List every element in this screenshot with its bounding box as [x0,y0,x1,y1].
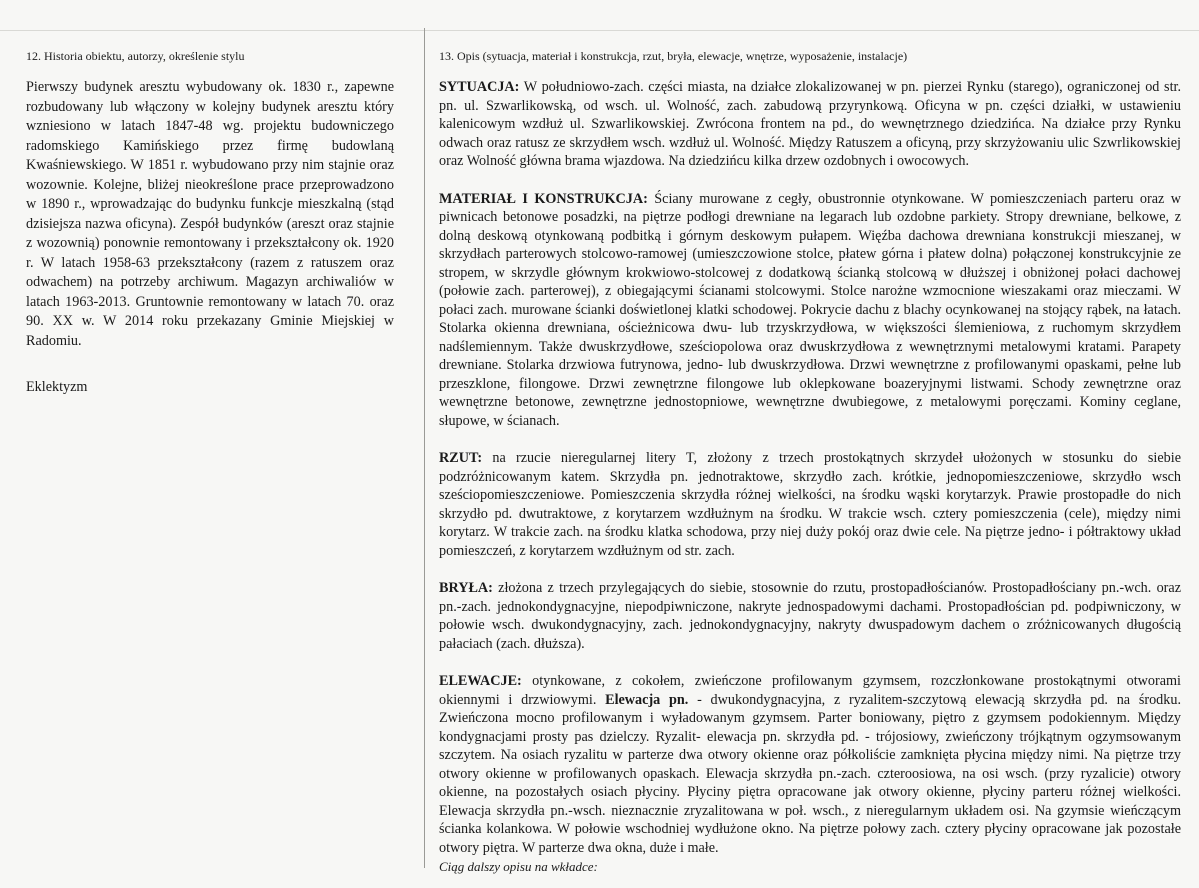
section-plan [439,449,1181,560]
section-situation [439,78,1181,171]
continuation-note: Ciąg dalszy opisu na wkładce: [439,859,598,874]
section-label: SYTUACJA: [439,79,520,95]
history-heading: 12. Historia obiektu, autorzy, określenie stylu [26,49,245,63]
description-heading: 13. Opis (sytuacja, materiał i konstrukcja, rzut, bryła, elewacje, wnętrze, wyposażenie, instalacje) [439,49,908,63]
north-elevation-label: Elewacja pn. [605,691,689,708]
history-column [26,48,394,410]
section-text: złożona z trzech przylegających do siebie, stosownie do rzutu, prostopadłościanów. Prostopadłościany pn.-wch. oraz pn.-zach. jednokondygnacyjne, niepodpiwniczone, nakryte jednospadowymi dachami. Prostopadłościan pd. podpiwniczony, w połowie wsch. dwukondygnacyjny, zach. jednokondygnacyjny, nakryty dwuspadowym dachem o zróżnicowanych długością pałaciach (zach. dłuższa). [439,580,1181,652]
section-label: BRYŁA: [439,580,493,596]
section-text: otynkowane, z cokołem, zwieńczone profilowanym gzymsem, rozczłonkowane prostokątnymi otworami okiennymi i drzwiowymi. [439,673,1181,708]
section-label: RZUT: [439,450,483,466]
column-divider [424,28,425,868]
section-text-continued: - dwukondygnacyjna, z ryzalitem-szczytową elewacją skrzydła pd. na środku. Zwieńczona mocno profilowanym i wyładowanym gzymsem. Parter boniowany, piętro z gzymsem podokiennym. Między kondygnacjami prosty pas dzielczy. Ryzalit- elewacja pn. skrzydła pd. - trójosiowy, zwieńczony trójkątnym ogzymsowanym szczytem. Na osiach ryzalitu w parterze dwa otwory okienne oraz półkoliście zamknięta płycina między nimi. Na piętrze trzy otwory okienne w profilowanych opaskach. Elewacja skrzydła pn.-zach. czteroosiowa, na osi wsch. (przy ryzalicie) otwory okienne, na pozostałych osiach płyciny. Płyciny piętra opracowane jak otwory okienne, płyciny parteru różnej wielkości. Elewacja skrzydła pn.-wsch. nieznacznie zryzalitowana w poł. wsch., z nieregularnym układem osi. Na gzymsie wieńczącym ścianka kolankowa. W połowie wschodniej wydłużone okno. Na piętrze połowy zach. cztery płyciny opracowane jak pozostałe otwory piętra. W parterze dwa okna, duże i małe. [439,691,1182,856]
section-label: ELEWACJE: [439,673,522,689]
section-text: Ściany murowane z cegły, obustronnie otynkowane. W pomieszczeniach parteru oraz w piwnicach betonowe posadzki, na piętrze podłogi drewniane na legarach lub ozdobne parkiety. Stropy drewniane, belkowe, z dolną deskową otynkowaną podbitką i górnym deskowym pułapem. Więźba dachowa drewniana konstrukcji mieszanej, w skrzydłach parterowych stolcowo-ramowej (umieszczowione stolce, płatew górna i płatew dolna) połączonej konstrukcyjnie ze stropem, w skrzydle głównym krokwiowo-stolcowej z dodatkową ścianką stolcową w dłuższej i obniżonej połaci dachowej (połowie zach. parterowej), z obiegającymi ścianami stolcowymi. Stolce narożne wzmocnione wieszakami oraz mieczami. W połaci zach. murowane ścianki doświetlonej klatki schodowej. Pokrycie dachu z blachy ocynkowanej na stojący rąbek, na łatach. Stolarka okienna drewniana, ościeżnicowa dwu- lub trzyskrzydłowa, w większości ślemieniowa, z ruchomym skrzydłem nadślemiennym. Także dwuskrzydłowe, sześciopolowa oraz dwuskrzydłowa z wewnętrznymi metalowymi kratami. Parapety drewniane. Stolarka drzwiowa futrynowa, jedno- lub dwuskrzydłowa. Drzwi wewnętrzne z profilowanymi opaskami, pełne lub przeszklone, filongowe. Drzwi zewnętrzne filongowe lub oklepkowane boazeryjnymi listwami. Schody zewnętrzne oraz wewnętrzne betonowe, zewnętrzne jednostopniowe, wewnętrzne dwubiegowe, z metalowymi poręczami. Kominy ceglane, słupowe, w ścianach. [439,190,1182,429]
description-column [439,48,1181,888]
history-text: Pierwszy budynek aresztu wybudowany ok. 1830 r., zapewne rozbudowany lub włączony w kolejny budynek aresztu który wzniesiono w latach 1847-48 wg. projektu budowniczego radomskiego Kamińskiego przez firmę budowlaną Kwaśniewskiego. W 1851 r. wybudowano przy nim stajnie oraz wozownie. Kolejne, bliżej nieokreślone prace przeprowadzono w 1890 r., wprowadzając do budynku funkcje mieszkalną (stąd dzisiejsza nazwa oficyna). Zespół budynków (areszt oraz stajnie z wozownią) ponownie remontowany i przekształcony ok. 1920 r. W latach 1958-63 przekształcony (razem z ratuszem oraz odwachem) na potrzeby archiwum. Magazyn archiwaliów w latach 1963-2013. Gruntownie remontowany w latach 70. oraz 90. XX w. W 2014 roku przekazany Gminie Miejskiej w Radomiu. [26,79,394,349]
section-text: W południowo-zach. części miasta, na działce zlokalizowanej w pn. pierzei Rynku (starego), ograniczonej od str. pn. ul. Szwarlikowską, od wsch. ul. Wolność, zach. zabudową przyrynkową. Oficyna w pn. części działki, w ustawieniu kalenicowym wzdłuż ul. Szwarlikowskiej. Zwrócona frontem na pd., do wewnętrznego dziedzińca. Na działce przy Rynku odwach oraz ratusz ze skrzydłem wsch. wzdłuż ul. Wolność. Między Ratuszem a oficyną, przy skrzyżowaniu ulic Szwrlikowskiej oraz Wolność główna brama wjazdowa. Na dziedzińcu kilka drzew ozdobnych i owocowych. [439,79,1181,169]
section-elevations [439,672,1181,857]
section-material [439,190,1181,431]
style-label: Eklektyzm [26,379,88,395]
section-label: MATERIAŁ I KONSTRUKCJA: [439,190,648,207]
top-rule [0,30,1199,31]
section-massing [439,579,1181,653]
section-text: na rzucie nieregularnej litery T, złożony z trzech prostokątnych skrzydeł ułożonych w stosunku do siebie podzróżnicowanym katem. Skrzydła pn. jednotraktowe, skrzydło zach. krótkie, jednopomieszczeniowe, skrzydło wsch sześciopomieszczeniowe. Pomieszczenia skrzydła różnej wielkości, na środku wąski korytarzyk. Prawie prostopadłe do nich skrzydło pd. dwutraktowe, z korytarzem wzdłużnym na środku. W trakcie wsch. cztery pomieszczenia (cele), między nimi korytarz. W trakcie zach. na środku klatka schodowa, przy niej duży pokój oraz dwie cele. Na piętrze jedno- i półtraktowy układ pomieszczeń, z korytarzem wzdłużnym od str. zach. [439,450,1181,559]
